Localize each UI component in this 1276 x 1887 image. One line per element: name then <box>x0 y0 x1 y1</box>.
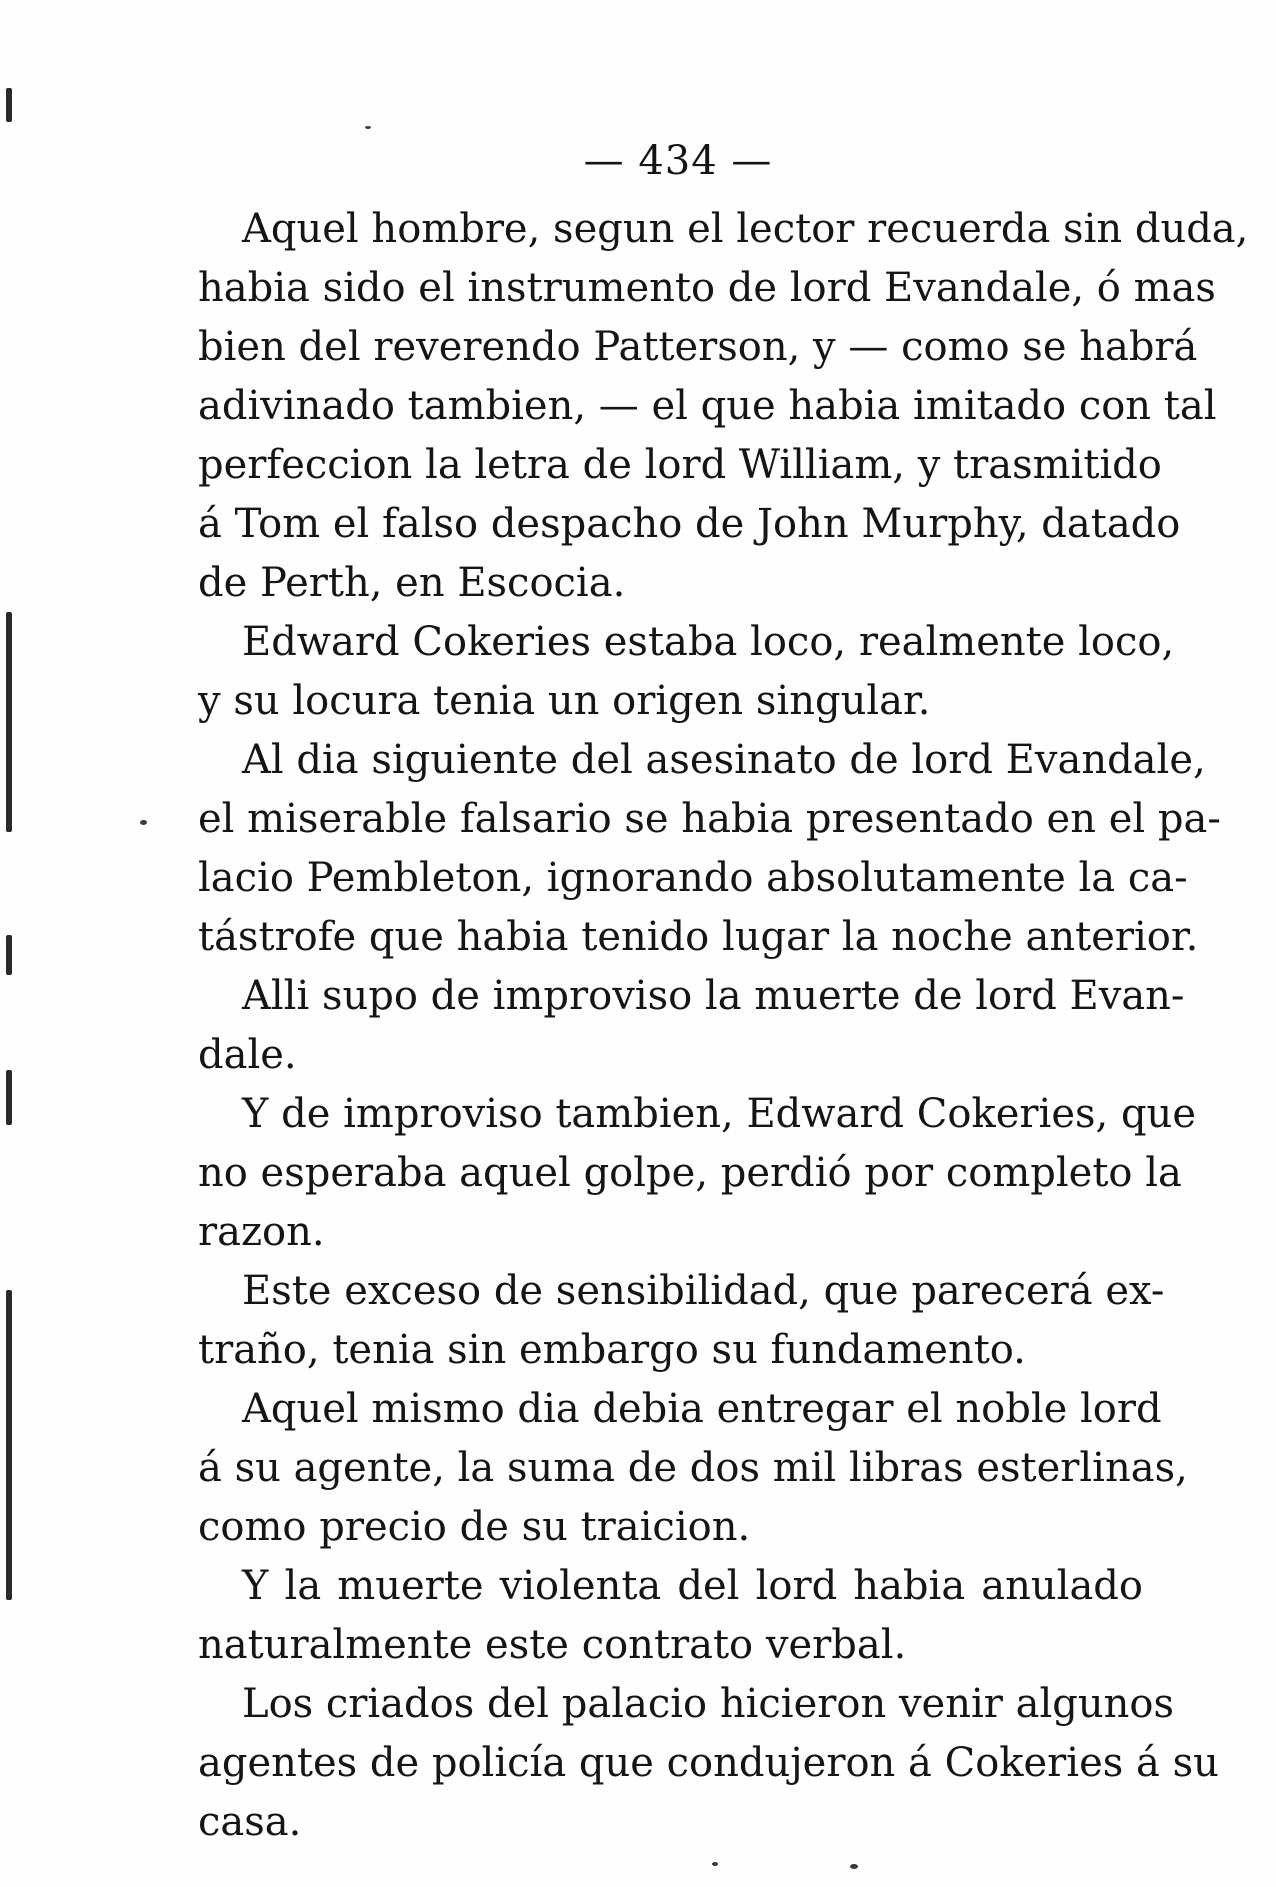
text-line: traño, tenia sin embargo su fundamento. <box>198 1327 1026 1373</box>
text-line: de Perth, en Escocia. <box>198 560 626 606</box>
text-line: Este exceso de sensibilidad, que parecerá ex- <box>242 1268 1165 1314</box>
text-line: á su agente, la suma de dos mil libras esterlinas, <box>198 1445 1188 1491</box>
body-text <box>198 200 1249 1852</box>
text-line: dale. <box>198 1032 297 1078</box>
text-line: bien del reverendo Patterson, y — como se habrá <box>198 324 1198 370</box>
text-line: Alli supo de improviso la muerte de lord Evan- <box>242 973 1185 1019</box>
text-line: Y la muerte violenta del lord habia anulado <box>242 1563 1143 1609</box>
scan-edge-mark <box>6 1070 12 1125</box>
text-line: como precio de su traicion. <box>198 1504 751 1550</box>
text-line: perfeccion la letra de lord William, y trasmitido <box>198 442 1162 488</box>
scan-speck <box>365 126 371 129</box>
text-line: Edward Cokeries estaba loco, realmente loco, <box>242 619 1175 665</box>
text-line: razon. <box>198 1209 325 1255</box>
text-line: habia sido el instrumento de lord Evandale, ó mas <box>198 265 1216 311</box>
scan-speck <box>140 820 147 825</box>
text-line: agentes de policía que condujeron á Cokeries á su <box>198 1740 1219 1786</box>
text-line: Aquel hombre, segun el lector recuerda sin duda, <box>242 206 1249 252</box>
text-line: adivinado tambien, — el que habia imitado con tal <box>198 383 1217 429</box>
scan-edge-mark <box>6 612 12 832</box>
scan-speck <box>712 1862 718 1866</box>
text-line: no esperaba aquel golpe, perdió por completo la <box>198 1150 1182 1196</box>
scan-edge-mark <box>6 1290 12 1600</box>
text-line: Los criados del palacio hicieron venir algunos <box>242 1681 1174 1727</box>
text-line: á Tom el falso despacho de John Murphy, datado <box>198 501 1181 547</box>
text-line: naturalmente este contrato verbal. <box>198 1622 907 1668</box>
scan-speck <box>850 1864 858 1869</box>
scan-edge-mark <box>6 88 12 122</box>
page-number: — 434 — <box>583 138 773 184</box>
text-line: tástrofe que habia tenido lugar la noche anterior. <box>198 914 1199 960</box>
text-line: casa. <box>198 1799 302 1845</box>
text-line: y su locura tenia un origen singular. <box>198 678 931 724</box>
text-line: Y de improviso tambien, Edward Cokeries, que <box>242 1091 1196 1137</box>
scan-edge-mark <box>6 935 12 975</box>
text-line: Aquel mismo dia debia entregar el noble lord <box>242 1386 1162 1432</box>
text-line: el miserable falsario se habia presentado en el pa- <box>198 796 1221 842</box>
text-line: Al dia siguiente del asesinato de lord Evandale, <box>242 737 1206 783</box>
text-line: lacio Pembleton, ignorando absolutamente la ca- <box>198 855 1188 901</box>
